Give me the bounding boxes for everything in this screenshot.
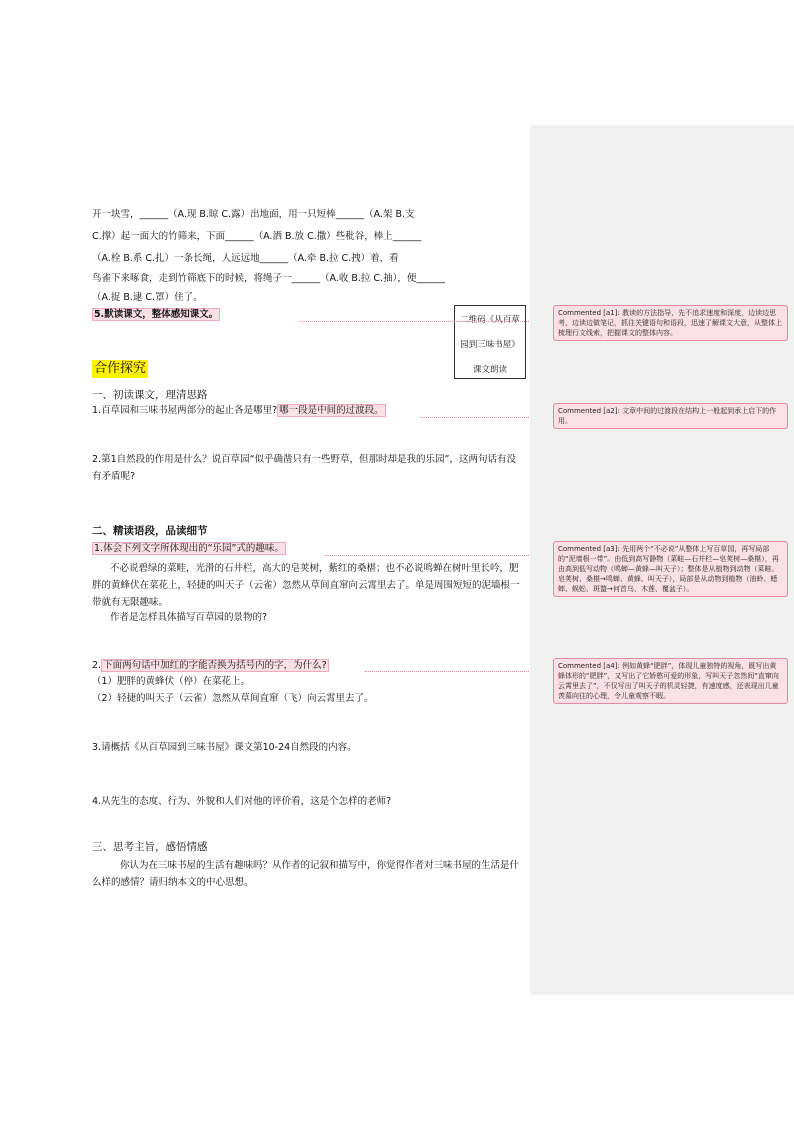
comment-a1-label: Commented [a1]: bbox=[558, 309, 620, 317]
item-5 bbox=[92, 309, 220, 321]
s2-q1-highlight: 1.体会下列文字所体现出的“乐园”式的趣味。 bbox=[94, 543, 284, 554]
fill-in-line-1: 开一块雪，______（A.现 B.晾 C.露）出地面，用一只短棒______（A.架 B.支 bbox=[92, 209, 415, 220]
fill-in-line-4: 鸟雀下来啄食，走到竹筛底下的时候，将绳子一______（A.收 B.拉 C.抽），便______ bbox=[92, 273, 445, 284]
comment-a2-text: 文章中间的过渡段在结构上一般起到承上启下的作用。 bbox=[558, 407, 777, 425]
s1-q1-highlight: 哪一段是中间的过渡段。 bbox=[279, 405, 384, 416]
comment-a4[interactable] bbox=[553, 658, 788, 704]
section-3-title: 三、思考主旨，感悟情感 bbox=[92, 841, 208, 853]
s1-q1-text: 1.百草园和三味书屋两部分的起止各是哪里? bbox=[92, 405, 278, 416]
qr-code-box: 二维码《从百草园到三味书屋》课文朗读 bbox=[454, 305, 526, 379]
s2-question-3: 3.请概括《从百草园到三味书屋》课文第10-24自然段的内容。 bbox=[92, 742, 357, 753]
comment-a4-text: 例如黄蜂“肥胖”，体现儿童独特的视角，既写出黄蜂体形的“肥胖”，又写出了它娇憨可爱的形象，写叫天子忽然间“直窜向云霄里去了”，不仅写出了叫天子的机灵轻捷，有速度感，还表现出儿童羡慕向往的心理，令儿童观察不暇。 bbox=[558, 662, 779, 700]
item-5-highlight: 5.默读课文，整体感知课文。 bbox=[94, 309, 219, 320]
s2-question-1 bbox=[92, 543, 286, 555]
s2-q2-highlight: 下面两句话中加红的字能否换为括号内的字，为什么? bbox=[103, 660, 327, 671]
s2-question-4: 4.从先生的态度、行为、外貌和人们对他的评价看，这是个怎样的老师? bbox=[92, 796, 392, 807]
comment-a4-label: Commented [a4]: bbox=[558, 662, 620, 670]
fill-in-line-5: （A.捉 B.逮 C.罩）住了。 bbox=[92, 292, 203, 303]
s2-passage: 不必说碧绿的菜畦，光滑的石井栏，高大的皂荚树，紫红的桑椹；也不必说鸣蝉在树叶里长吟，肥胖的黄蜂伏在菜花上，轻捷的叫天子（云雀）忽然从草间直窜向云霄里去了。单是周围短短的泥墙根一带就有无限趣味。 bbox=[92, 563, 520, 608]
comment-a3-text: 先用两个“不必说”从整体上写百草园，再写局部的“泥墙根一带”。由低到高写静物（菜畦—石井栏—皂荚树—桑椹），再由高到低写动物（鸣蝉—黄蜂—叫天子）；整体是从植物到动物（菜畦、皂荚树、桑椹→鸣蝉、黄蜂、叫天子），局部是从动物到植物（油蛉、蟋蟀、蜈蚣、斑蝥→何首乌、木莲、覆盆子）。 bbox=[558, 545, 779, 593]
section-2-title: 二、精读语段，品读细节 bbox=[92, 525, 208, 537]
comment-connector-3 bbox=[325, 555, 553, 556]
s2-ask: 作者是怎样具体描写百草园的景物的? bbox=[110, 612, 268, 623]
s2-q2-sentence-1: （1）肥胖的黄蜂伏（停）在菜花上。 bbox=[92, 676, 251, 687]
comment-a3[interactable] bbox=[553, 541, 788, 597]
s2-q2-sentence-2: （2）轻捷的叫天子（云雀）忽然从草间直窜（飞）向云霄里去了。 bbox=[92, 693, 374, 704]
fill-in-line-2: C.撑）起一面大的竹筛来，下面______（A.洒 B.放 C.撒）些秕谷，棒上______ bbox=[92, 231, 422, 242]
s1-question-2: 2.第1自然段的作用是什么？说百草园“似乎确凿只有一些野草，但那时却是我的乐园”，这两句话有没有矛盾呢? bbox=[92, 454, 516, 482]
comment-connector-1 bbox=[300, 321, 553, 322]
s3-body: 你认为在三味书屋的生活有趣味吗？从作者的记叙和描写中，你觉得作者对三味书屋的生活是什么样的感情？请归纳本文的中心思想。 bbox=[92, 860, 520, 888]
comment-connector-4 bbox=[365, 671, 553, 672]
comment-a1-text: 教读的方法指导，先不追求速度和深度，边读边思考，边读边做笔记，抓住关键语句和语段，迅速了解课文大意，从整体上梳理行文线索，把握课文的整体内容。 bbox=[558, 309, 782, 337]
comment-a2[interactable] bbox=[553, 403, 788, 429]
fill-in-line-3: （A.栓 B.系 C.扎）一条长绳，人远远地______（A.牵 B.拉 C.拽）着，看 bbox=[92, 253, 399, 264]
section-1-title: 一、初读课文，理清思路 bbox=[92, 389, 208, 401]
comment-a3-label: Commented [a3]: bbox=[558, 545, 620, 553]
comment-a2-label: Commented [a2]: bbox=[558, 407, 620, 415]
comment-a1[interactable] bbox=[553, 305, 788, 341]
s2-q2-prefix: 2. bbox=[92, 660, 102, 671]
section-tag: 合作探究 bbox=[94, 361, 147, 376]
s1-question-1 bbox=[92, 405, 386, 417]
s2-question-2 bbox=[92, 660, 329, 672]
